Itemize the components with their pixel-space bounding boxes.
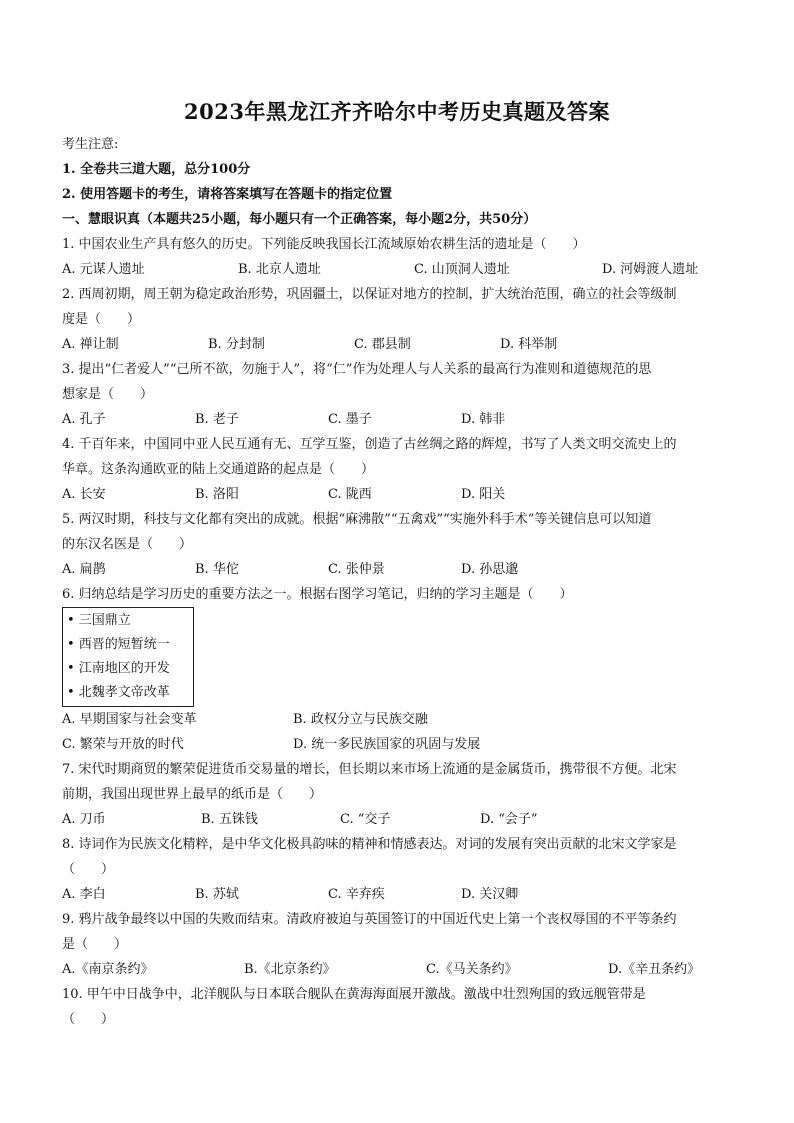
option: B. 分封制	[208, 337, 265, 352]
option: B.《北京条约》	[244, 962, 336, 977]
option: A. 刀币	[62, 812, 106, 827]
question-text: 1. 中国农业生产具有悠久的历史。下列能反映我国长江流域原始农耕生活的遗址是（ ）	[62, 237, 586, 252]
option: A. 扁鹊	[62, 562, 106, 577]
question-text: 5. 两汉时期，科技与文化都有突出的成就。根据“麻沸散”“五禽戏”“实施外科手术”等关键信息可以知道	[62, 512, 652, 527]
notice-item: 2. 使用答题卡的考生，请将答案填写在答题卡的指定位置	[62, 187, 393, 202]
option: D. 科举制	[500, 337, 558, 352]
option: B. 洛阳	[195, 487, 239, 502]
option: C. “交子	[340, 812, 391, 827]
option-row	[62, 332, 734, 357]
question-text: （ ）	[62, 1012, 115, 1027]
option: D. 韩非	[461, 412, 506, 427]
option: D. 统一多民族国家的巩固与发展	[293, 737, 481, 752]
option: A. 李白	[62, 887, 106, 902]
question-text: 想家是（ ）	[62, 387, 154, 402]
option: D. 河姆渡人遗址	[602, 262, 699, 277]
option: C.《马关条约》	[426, 962, 518, 977]
option: C. 墨子	[328, 412, 372, 427]
option: B. 苏轼	[195, 887, 239, 902]
option: A. 元谋人遗址	[62, 262, 145, 277]
question-text: 8. 诗词作为民族文化精粹，是中华文化极具韵味的精神和情感表达。对词的发展有突出贡献的北宋文学家是	[62, 837, 677, 852]
option: D.《辛丑条约》	[608, 962, 701, 977]
option: D. 关汉卿	[461, 887, 519, 902]
option: B. 政权分立与民族交融	[293, 712, 428, 727]
option: A. 禅让制	[62, 337, 119, 352]
note-item: • 三国鼎立	[67, 613, 131, 628]
option: A. 长安	[62, 487, 106, 502]
option: C. 郡县制	[354, 337, 411, 352]
question-text: 华章。这条沟通欧亚的陆上交通道路的起点是（ ）	[62, 462, 375, 477]
option: D. 孙思邈	[461, 562, 519, 577]
question-text: 的东汉名医是（ ）	[62, 537, 193, 552]
question-text: 4. 千百年来，中国同中亚人民互通有无、互学互鉴，创造了古丝绸之路的辉煌，书写了人类文明交流史上的	[62, 437, 677, 452]
option: C. 陇西	[328, 487, 372, 502]
note-item: • 北魏孝文帝改革	[67, 685, 170, 700]
option: D. “会子”	[480, 812, 538, 827]
option: B. 五铢钱	[201, 812, 258, 827]
question-text: 度是（ ）	[62, 312, 141, 327]
option: C. 山顶洞人遗址	[414, 262, 510, 277]
option-row	[62, 257, 734, 282]
question-text: 7. 宋代时期商贸的繁荣促进货币交易量的增长，但长期以来市场上流通的是金属货币，携带很不方便。北宋	[62, 762, 677, 777]
option: A. 早期国家与社会变革	[62, 712, 197, 727]
option: A. 孔子	[62, 412, 106, 427]
exam-content	[62, 132, 734, 1032]
option: B. 华佗	[195, 562, 239, 577]
study-notes-box	[62, 607, 194, 707]
option-row	[62, 732, 734, 757]
option-row	[62, 557, 734, 582]
option: C. 辛弃疾	[328, 887, 385, 902]
option-row	[62, 957, 734, 982]
option: B. 老子	[195, 412, 239, 427]
question-text: 前期，我国出现世界上最早的纸币是（ ）	[62, 787, 323, 802]
question-text: 2. 西周初期，周王朝为稳定政治形势，巩固疆土，以保证对地方的控制，扩大统治范围，确立的社会等级制	[62, 287, 677, 302]
option: D. 阳关	[461, 487, 506, 502]
page-title: 2023年黑龙江齐齐哈尔中考历史真题及答案	[184, 99, 610, 124]
option: A.《南京条约》	[62, 962, 154, 977]
option-row	[62, 482, 734, 507]
option-row	[62, 407, 734, 432]
notice-item: 1. 全卷共三道大题，总分100分	[62, 162, 251, 177]
option: B. 北京人遗址	[238, 262, 321, 277]
question-text: （ ）	[62, 862, 115, 877]
option-row	[62, 807, 734, 832]
question-text: 9. 鸦片战争最终以中国的失败而结束。清政府被迫与英国签订的中国近代史上第一个丧权辱国的不平等条约	[62, 912, 677, 927]
option: C. 繁荣与开放的时代	[62, 737, 184, 752]
question-text: 是（ ）	[62, 937, 128, 952]
note-item: • 西晋的短暂统一	[67, 637, 170, 652]
notice-heading: 考生注意:	[62, 137, 119, 152]
question-text: 6. 归纳总结是学习历史的重要方法之一。根据右图学习笔记，归纳的学习主题是（ ）	[62, 587, 573, 602]
note-item: • 江南地区的开发	[67, 661, 170, 676]
option-row	[62, 707, 734, 732]
option: C. 张仲景	[328, 562, 385, 577]
question-text: 10. 甲午中日战争中，北洋舰队与日本联合舰队在黄海海面展开激战。激战中壮烈殉国的致远舰管带是	[62, 987, 646, 1002]
section-heading: 一、慧眼识真（本题共25小题，每小题只有一个正确答案，每小题2分，共50分）	[62, 212, 537, 227]
option-row	[62, 882, 734, 907]
question-text: 3. 提出“仁者爱人”“己所不欲，勿施于人”，将“仁”作为处理人与人关系的最高行为准则和道德规范的思	[62, 362, 652, 377]
